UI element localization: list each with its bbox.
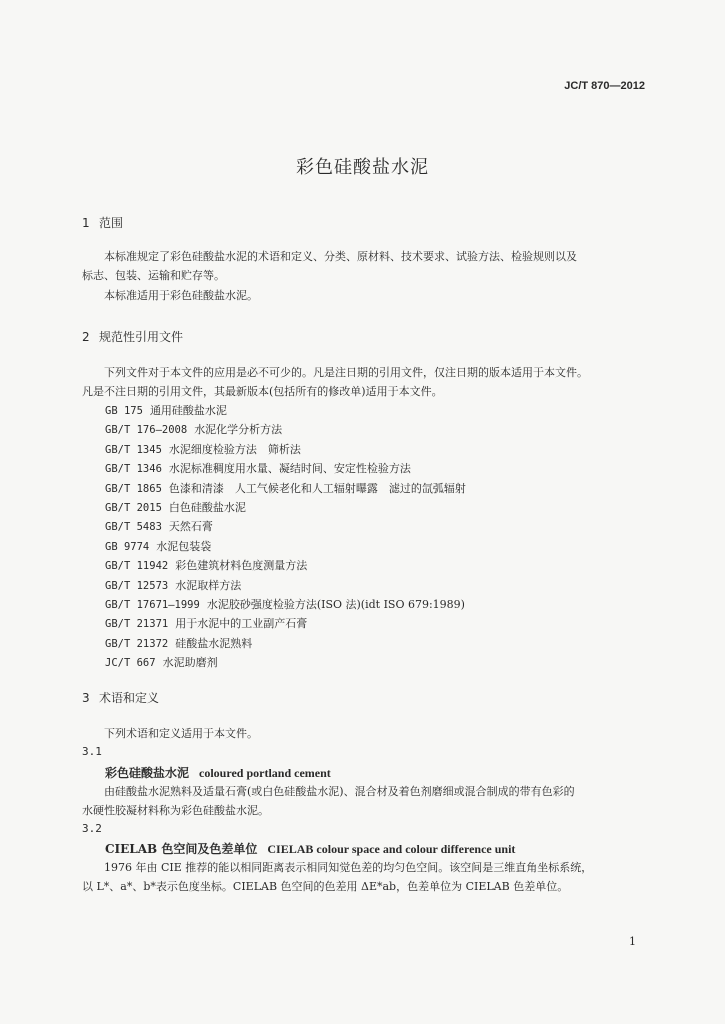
reference-title: 水泥取样方法 xyxy=(175,578,242,592)
reference-title: 水泥化学分析方法 xyxy=(194,423,283,437)
section-3-heading xyxy=(82,689,159,706)
reference-code: GB/T 17671—1999 xyxy=(105,598,200,611)
reference-title: 通用硅酸盐水泥 xyxy=(149,404,227,417)
section-title: 范围 xyxy=(99,216,124,230)
term-zh: 彩色硅酸盐水泥 xyxy=(105,766,190,780)
normative-intro-cont xyxy=(82,382,645,401)
text-line: 凡是不注日期的引用文件，其最新版本(包括所有的修改单)适用于本文件。 xyxy=(82,385,443,398)
section-title: 术语和定义 xyxy=(99,691,160,705)
reference-item xyxy=(105,537,466,556)
page-number: 1 xyxy=(629,935,636,948)
section-number: 3 xyxy=(82,691,90,705)
reference-code: GB/T 1865 xyxy=(105,482,162,495)
reference-item xyxy=(105,401,466,420)
page-title: 彩色硅酸盐水泥 xyxy=(296,157,429,178)
text-line: 水硬性胶凝材料称为彩色硅酸盐水泥。 xyxy=(82,804,269,817)
reference-code: GB/T 2015 xyxy=(105,501,162,514)
terms-intro xyxy=(82,724,645,743)
term-definition-cont xyxy=(82,877,645,896)
reference-code: GB/T 1346 xyxy=(105,463,162,476)
reference-code: JC/T 667 xyxy=(105,657,156,670)
section-number: 2 xyxy=(82,330,90,344)
section-1-heading xyxy=(82,214,123,231)
reference-item xyxy=(105,634,466,653)
term-heading xyxy=(105,840,515,857)
reference-title: 水泥胶砂强度检验方法(ISO 法)(idt ISO 679:1989) xyxy=(206,597,465,611)
term-number: 3.1 xyxy=(82,745,102,758)
reference-code: GB 175 xyxy=(105,405,143,417)
reference-item xyxy=(105,614,466,633)
reference-code: GB/T 12573 xyxy=(105,579,169,592)
reference-title: 用于水泥中的工业副产石膏 xyxy=(175,617,308,631)
reference-title: 白色硅酸盐水泥 xyxy=(168,500,246,514)
document-code: JC/T 870—2012 xyxy=(564,80,645,92)
reference-code: GB/T 1345 xyxy=(105,443,162,456)
scope-paragraph-2 xyxy=(82,286,645,305)
reference-item xyxy=(105,440,466,459)
reference-title: 水泥包装袋 xyxy=(156,539,212,553)
reference-title: 水泥细度检验方法 筛析法 xyxy=(168,442,301,456)
reference-item xyxy=(105,576,466,595)
reference-code: GB 9774 xyxy=(105,540,150,553)
section-number: 1 xyxy=(82,216,90,230)
reference-item xyxy=(105,459,466,478)
text-line: 由硅酸盐水泥熟料及适量石膏(或白色硅酸盐水泥)、混合材及着色剂磨细或混合制成的带有色彩的 xyxy=(104,785,575,798)
term-heading xyxy=(105,764,331,781)
reference-title: 水泥标准稠度用水量、凝结时间、安定性检验方法 xyxy=(168,462,411,476)
reference-title: 天然石膏 xyxy=(168,520,213,534)
reference-code: GB/T 176—2008 xyxy=(105,424,188,437)
text-line: 标志、包装、运输和贮存等。 xyxy=(82,269,225,282)
term-definition xyxy=(82,858,645,877)
text-line: 以 L*、a*、b*表示色度坐标。CIELAB 色空间的色差用 ΔE*ab，色差单位为 CIELAB 色差单位。 xyxy=(82,880,569,893)
reference-item xyxy=(105,653,466,672)
reference-item xyxy=(105,479,466,498)
scope-paragraph-1-cont xyxy=(82,266,645,285)
term-en: CIELAB colour space and colour difference unit xyxy=(267,842,516,856)
reference-item xyxy=(105,595,466,614)
reference-list xyxy=(105,401,466,672)
term-number: 3.2 xyxy=(82,822,102,835)
term-definition-cont xyxy=(82,801,645,820)
term-en: coloured portland cement xyxy=(199,766,331,780)
normative-intro xyxy=(82,363,645,382)
reference-title: 色漆和清漆 人工气候老化和人工辐射曝露 滤过的氙弧辐射 xyxy=(168,481,466,495)
section-title: 规范性引用文件 xyxy=(99,330,184,344)
text-line: 1976 年由 CIE 推荐的能以相同距离表示相同知觉色差的均匀色空间。该空间是三维直角坐标系统， xyxy=(104,861,593,874)
section-2-heading xyxy=(82,328,183,345)
term-definition xyxy=(82,782,645,801)
text-line: 下列术语和定义适用于本文件。 xyxy=(104,727,258,740)
text-line: 本标准适用于彩色硅酸盐水泥。 xyxy=(104,289,258,302)
reference-item xyxy=(105,498,466,517)
reference-code: GB/T 5483 xyxy=(105,521,162,534)
reference-item xyxy=(105,556,466,575)
reference-code: GB/T 11942 xyxy=(105,560,169,573)
scope-paragraph-1 xyxy=(82,247,645,266)
reference-title: 彩色建筑材料色度测量方法 xyxy=(175,559,308,573)
reference-title: 硅酸盐水泥熟料 xyxy=(175,636,253,650)
reference-item xyxy=(105,517,466,536)
term-zh: CIELAB 色空间及色差单位 xyxy=(105,842,258,856)
reference-code: GB/T 21371 xyxy=(105,618,169,631)
text-line: 下列文件对于本文件的应用是必不可少的。凡是注日期的引用文件，仅注日期的版本适用于本文件。 xyxy=(104,366,588,379)
reference-code: GB/T 21372 xyxy=(105,637,169,650)
reference-item xyxy=(105,420,466,439)
text-line: 本标准规定了彩色硅酸盐水泥的术语和定义、分类、原材料、技术要求、试验方法、检验规则以及 xyxy=(104,250,577,263)
reference-title: 水泥助磨剂 xyxy=(162,656,218,670)
